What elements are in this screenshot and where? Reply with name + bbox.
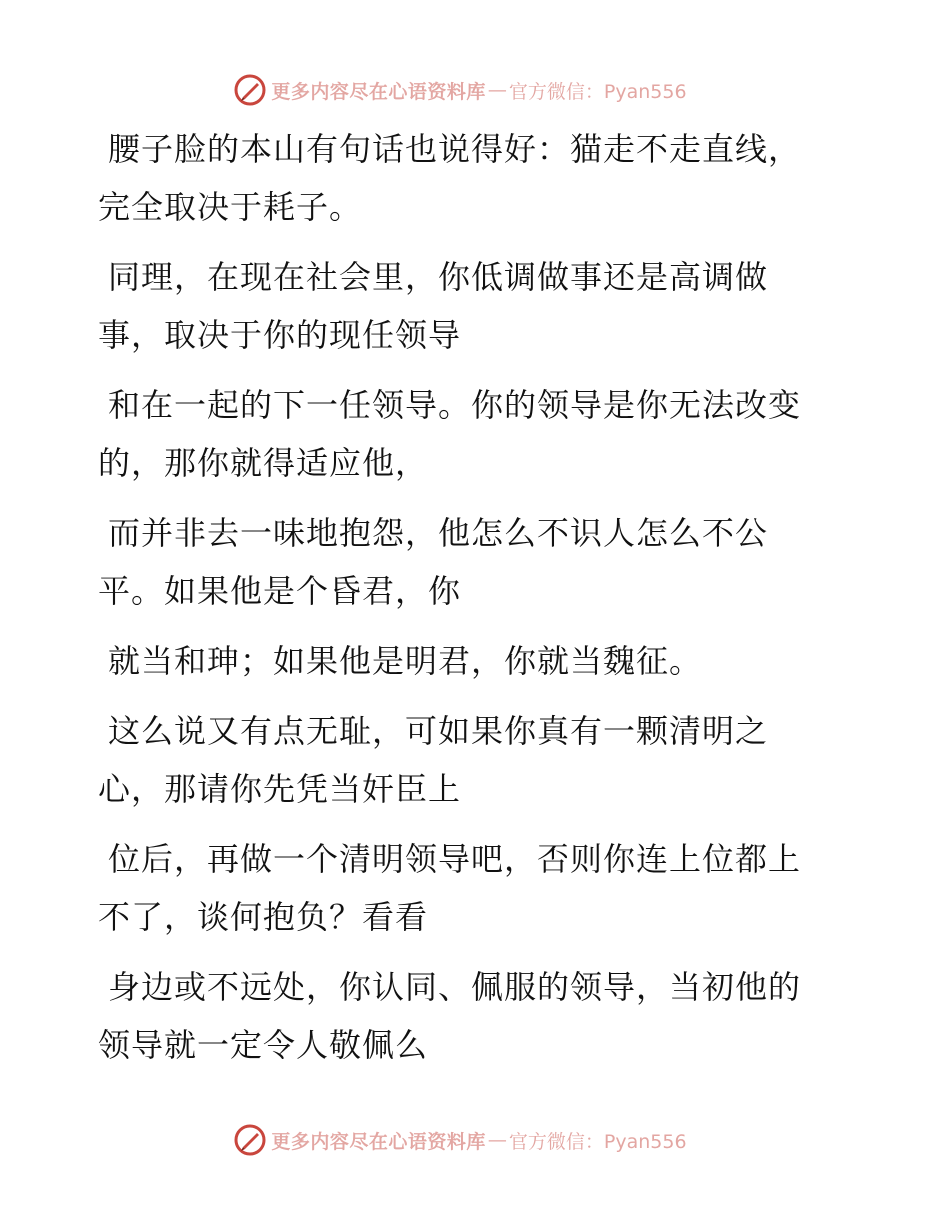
text-line: 心，那请你先凭当奸臣上 — [98, 770, 462, 808]
text-line: 腰子脸的本山有句话也说得好：猫走不走直线， — [108, 130, 802, 168]
watermark-text: 更多内容尽在心语资料库 — [271, 80, 486, 103]
pen-logo-icon — [233, 73, 267, 107]
paragraph — [98, 702, 838, 818]
watermark-account: 官方微信：Pyan556 — [508, 1130, 687, 1153]
text-line: 就当和珅；如果他是明君，你就当魏征。 — [108, 642, 703, 680]
watermark-separator: — — [487, 79, 507, 101]
footer-watermark — [0, 1120, 950, 1160]
text-line: 事，取决于你的现任领导 — [98, 316, 462, 354]
watermark-separator: — — [487, 1129, 507, 1151]
text-line: 身边或不远处，你认同、佩服的领导，当初他的 — [108, 968, 802, 1006]
text-line: 的，那你就得适应他， — [98, 444, 429, 482]
text-line: 完全取决于耗子。 — [98, 188, 363, 226]
header-watermark — [0, 70, 950, 110]
paragraph — [98, 120, 838, 236]
text-line: 不了，谈何抱负？看看 — [98, 898, 429, 936]
paragraph — [98, 504, 838, 620]
text-line: 平。如果他是个昏君，你 — [98, 572, 462, 610]
text-line: 这么说又有点无耻，可如果你真有一颗清明之 — [108, 712, 769, 750]
text-line: 同理，在现在社会里，你低调做事还是高调做 — [108, 258, 769, 296]
paragraph — [98, 632, 838, 690]
text-line: 领导就一定令人敬佩么 — [98, 1026, 429, 1064]
watermark-text: 更多内容尽在心语资料库 — [271, 1130, 486, 1153]
paragraph — [98, 958, 838, 1074]
text-line: 位后，再做一个清明领导吧，否则你连上位都上 — [108, 840, 802, 878]
watermark-account: 官方微信：Pyan556 — [508, 80, 687, 103]
pen-logo-icon — [233, 1123, 267, 1157]
text-line: 和在一起的下一任领导。你的领导是你无法改变 — [108, 386, 802, 424]
paragraph — [98, 248, 838, 364]
paragraph — [98, 376, 838, 492]
document-body — [98, 120, 838, 1086]
paragraph — [98, 830, 838, 946]
text-line: 而并非去一味地抱怨，他怎么不识人怎么不公 — [108, 514, 769, 552]
